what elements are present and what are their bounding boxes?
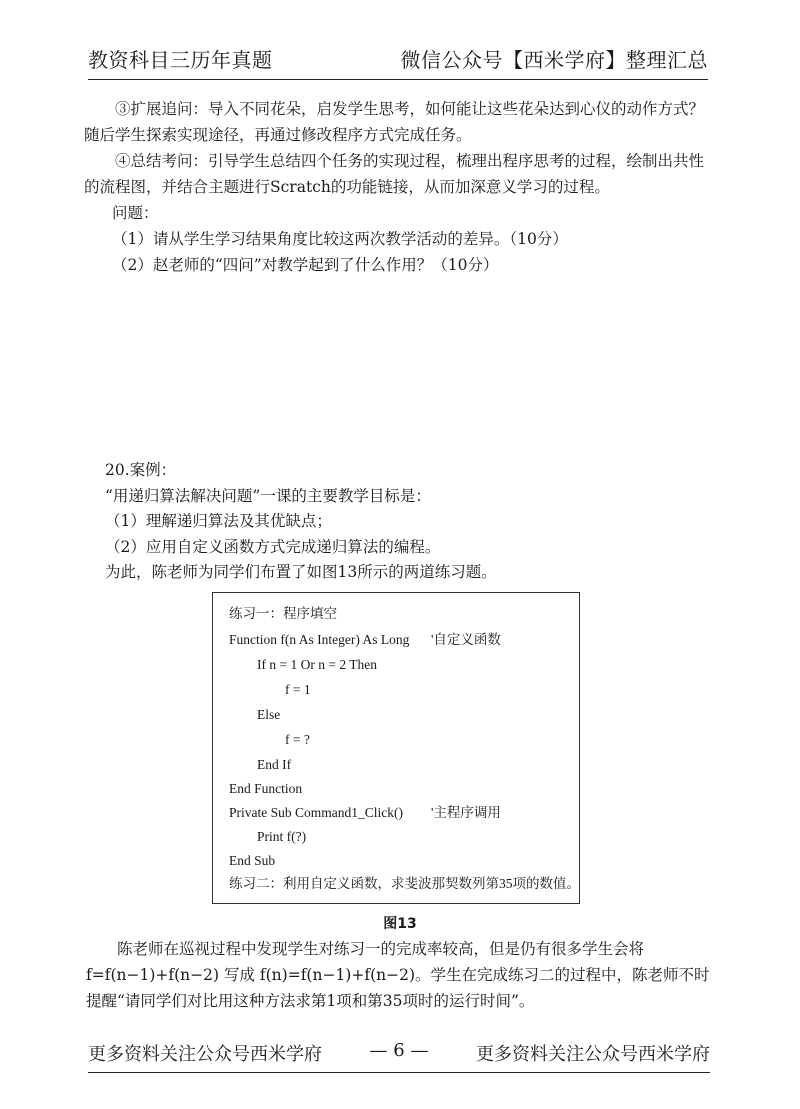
question-label: 问题： <box>112 204 159 222</box>
code-line: End If <box>257 757 292 772</box>
figure-13-box <box>212 592 580 904</box>
figure-caption: 图13 <box>383 916 417 932</box>
case-section <box>105 458 705 586</box>
closing-paragraph: 陈老师在巡视过程中发现学生对练习一的完成率较高，但是仍有很多学生会将f=f(n−1)+f(n−2) 写成 f(n)=f(n−1)+f(n−2)。学生在完成练习二的过程中，陈老师不时提醒“请同学们对比用这种方法求第1项和第35项时的运行时间”。 <box>86 940 710 1010</box>
page-number: — 6 — <box>369 1040 429 1061</box>
case-title: 20.案例： <box>105 461 177 479</box>
code-line: Else <box>257 707 281 722</box>
exercise-1-title: 练习一：程序填空 <box>229 606 337 621</box>
case-line-4: 为此，陈老师为同学们布置了如图13所示的两道练习题。 <box>105 563 497 581</box>
paragraph-extension: ③扩展追问：导入不同花朵，启发学生思考，如何能让这些花朵达到心仪的动作方式？随后学生探索实现途径，再通过修改程序方式完成任务。 <box>84 100 705 144</box>
intro-section <box>84 96 714 278</box>
code-line: Function f(n As Integer) As Long <box>229 632 410 647</box>
case-line-1: “用递归算法解决问题”一课的主要教学目标是： <box>105 486 431 505</box>
header-left-title: 教资科目三历年真题 <box>88 48 273 72</box>
code-line: If n = 1 Or n = 2 Then <box>257 657 377 672</box>
code-line: Print f(?) <box>257 829 307 844</box>
footer-left-text: 更多资料关注公众号西米学府 <box>88 1044 322 1065</box>
footer-right-text: 更多资料关注公众号西米学府 <box>476 1044 710 1065</box>
code-line: End Sub <box>229 853 276 868</box>
closing-section <box>86 936 718 1014</box>
case-line-2: （1）理解递归算法及其优缺点； <box>105 512 332 530</box>
code-line: Private Sub Command1_Click() <box>229 805 403 820</box>
question-1: （1）请从学生学习结果角度比较这两次教学活动的差异。（10分） <box>112 230 568 248</box>
code-comment: '自定义函数 <box>431 632 501 647</box>
page-footer <box>88 1040 710 1073</box>
paragraph-summary: ④总结考问：引导学生总结四个任务的实现过程，梳理出程序思考的过程，绘制出共性的流程图，并结合主题进行Scratch的功能链接，从而加深意义学习的过程。 <box>84 152 705 196</box>
case-line-3: （2）应用自定义函数方式完成递归算法的编程。 <box>105 537 441 556</box>
question-2: （2）赵老师的“四问”对教学起到了什么作用？（10分） <box>112 256 499 274</box>
exercise-2-text: 练习二：利用自定义函数，求斐波那契数列第35项的数值。 <box>229 876 580 891</box>
header-right-title: 微信公众号【西米学府】整理汇总 <box>400 48 708 72</box>
code-line: f = 1 <box>285 682 311 697</box>
code-line: End Function <box>229 781 303 796</box>
code-comment: '主程序调用 <box>431 805 501 820</box>
code-line: f = ? <box>285 732 310 747</box>
page-header <box>88 44 708 80</box>
